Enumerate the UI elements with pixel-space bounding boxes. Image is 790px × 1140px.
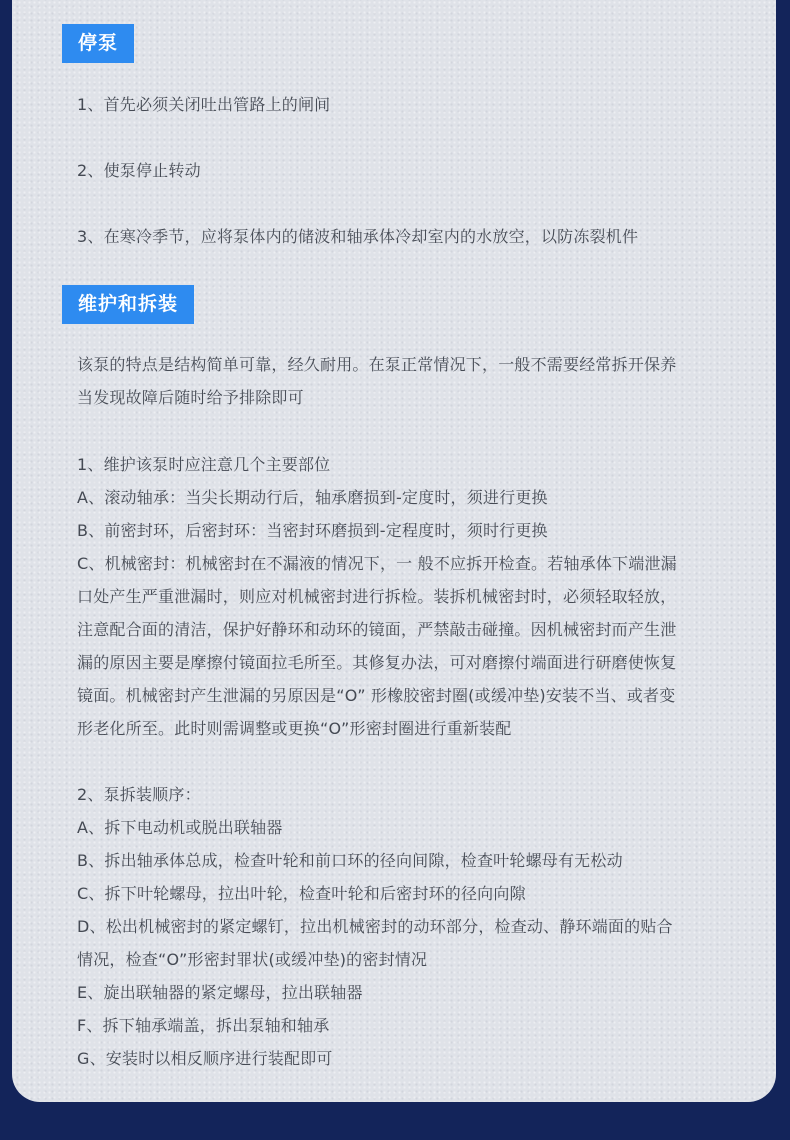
section-title-maintenance: 维护和拆装: [62, 285, 194, 324]
disassembly-line: F、拆下轴承端盖，拆出泵轴和轴承: [77, 1016, 330, 1035]
disassembly-line: 2、泵拆装顺序：: [77, 785, 201, 804]
maintenance-line: 形老化所至。此时则需调整或更换“O”形密封圈进行重新装配: [77, 719, 512, 738]
stop-step-3: 3、在寒冷季节，应将泵体内的储波和轴承体冷却室内的水放空，以防冻裂机件: [77, 227, 639, 246]
maintenance-line: C、机械密封：机械密封在不漏液的情况下，一 般不应拆开检查。若轴承体下端泄漏: [77, 554, 677, 573]
disassembly-line: D、松出机械密封的紧定螺钉，拉出机械密封的动环部分，检查动、静环端面的贴合: [77, 917, 673, 936]
intro-line-2: 当发现故障后随时给予排除即可: [77, 388, 304, 407]
intro-line-1: 该泵的特点是结构简单可靠，经久耐用。在泵正常情况下，一般不需要经常拆开保养: [77, 355, 677, 374]
disassembly-line: G、安装时以相反顺序进行装配即可: [77, 1049, 333, 1068]
maintenance-line: 口处产生严重泄漏时，则应对机械密封进行拆检。装拆机械密封时，必须轻取轻放，: [77, 587, 677, 606]
disassembly-line: 情况，检查“O”形密封罪状(或缓冲垫)的密封情况: [77, 950, 428, 969]
maintenance-line: 漏的原因主要是摩擦付镜面拉毛所至。其修复办法，可对磨擦付端面进行研磨使恢复: [77, 653, 677, 672]
disassembly-line: E、旋出联轴器的紧定螺母，拉出联轴器: [77, 983, 363, 1002]
maintenance-line: A、滚动轴承：当尖长期动行后，轴承磨损到-定度时，须进行更换: [77, 488, 548, 507]
disassembly-line: B、拆出轴承体总成，检查叶轮和前口环的径向间隙，检查叶轮螺母有无松动: [77, 851, 623, 870]
maintenance-line: 1、维护该泵时应注意几个主要部位: [77, 455, 331, 474]
disassembly-line: C、拆下叶轮螺母，拉出叶轮，检查叶轮和后密封环的径向向隙: [77, 884, 526, 903]
stop-step-2: 2、使泵停止转动: [77, 161, 201, 180]
maintenance-line: 注意配合面的清洁，保护好静环和动环的镜面，严禁敲击碰撞。因机械密封而产生泄: [77, 620, 677, 639]
maintenance-line: 镜面。机械密封产生泄漏的另原因是“O” 形橡胶密封圈(或缓冲垫)安装不当、或者变: [77, 686, 676, 705]
content-card: [12, 0, 776, 1102]
stop-step-1: 1、首先必须关闭吐出管路上的闸间: [77, 95, 331, 114]
disassembly-line: A、拆下电动机或脱出联轴器: [77, 818, 283, 837]
maintenance-line: B、前密封环，后密封环：当密封环磨损到-定程度时，须时行更换: [77, 521, 548, 540]
section-title-stop-pump: 停泵: [62, 24, 134, 63]
